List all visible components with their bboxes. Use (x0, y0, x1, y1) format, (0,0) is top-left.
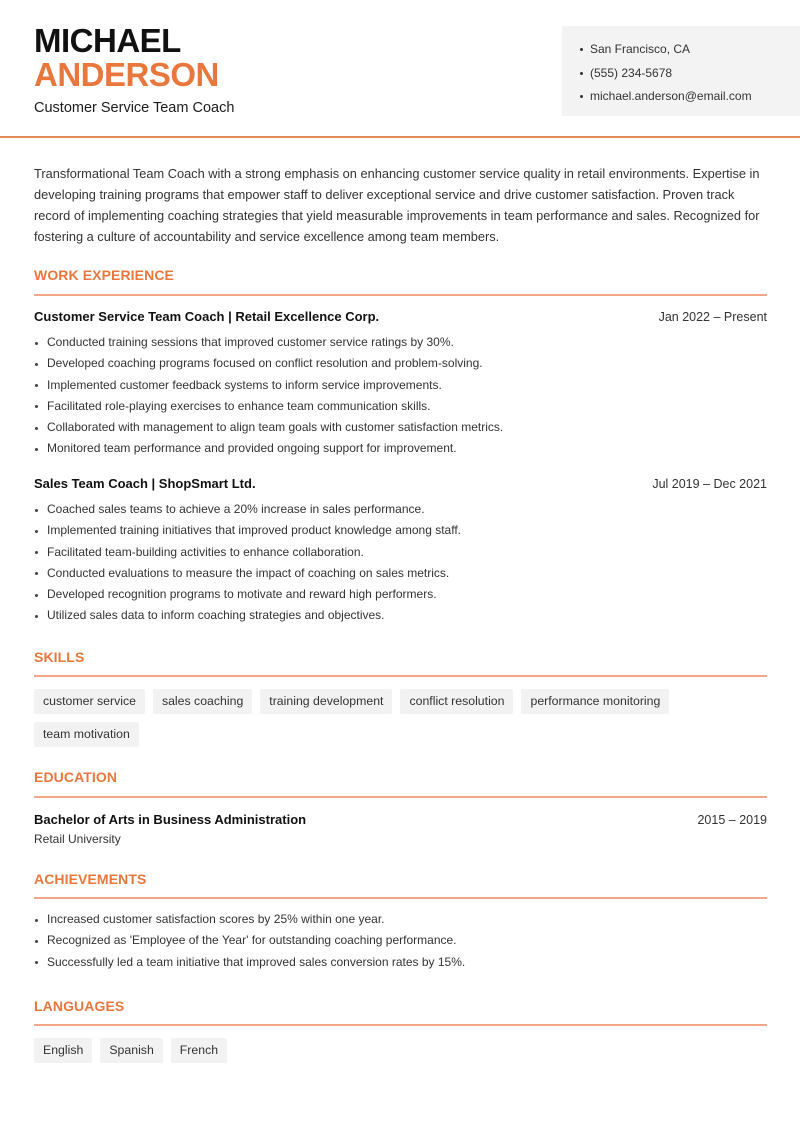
list-item: Utilized sales data to inform coaching strategies and objectives. (34, 605, 767, 626)
section-divider (34, 897, 767, 899)
skill-tag: sales coaching (153, 689, 252, 714)
skill-tag: performance monitoring (521, 689, 669, 714)
language-tag: Spanish (100, 1038, 162, 1063)
job-header (34, 308, 767, 326)
job-header (34, 475, 767, 493)
list-item: Conducted training sessions that improved customer service ratings by 30%. (34, 332, 767, 353)
job-dates: Jan 2022 – Present (658, 310, 767, 324)
list-item: Facilitated role-playing exercises to enhance team communication skills. (34, 396, 767, 417)
job-bullets (34, 499, 767, 627)
last-name: ANDERSON (34, 56, 219, 93)
section-divider (34, 294, 767, 296)
contact-box (562, 26, 800, 116)
skill-tag: conflict resolution (400, 689, 513, 714)
job-role: Sales Team Coach | ShopSmart Ltd. (34, 476, 256, 491)
list-item: Conducted evaluations to measure the impact of coaching on sales metrics. (34, 563, 767, 584)
professional-summary: Transformational Team Coach with a strong emphasis on enhancing customer service quality in retail environments. Expertise in developing training programs that empower staff to deliver exceptional service and drive customer satisfaction. Proven track record of implementing coaching strategies that yield measurable improvements in team performance and sales. Recognized for fostering a culture of accountability and service excellence among team members. (34, 166, 760, 244)
job-title: Customer Service Team Coach (34, 100, 235, 116)
skills-tags (34, 689, 767, 747)
list-item: Facilitated team-building activities to enhance collaboration. (34, 542, 767, 563)
resume-header (0, 0, 800, 138)
list-item: Recognized as 'Employee of the Year' for outstanding coaching performance. (34, 930, 767, 951)
education-school: Retail University (34, 832, 121, 846)
job-bullets (34, 332, 767, 460)
job-role: Customer Service Team Coach | Retail Excellence Corp. (34, 309, 380, 324)
list-item: Increased customer satisfaction scores by 25% within one year. (34, 909, 767, 930)
education-dates: 2015 – 2019 (697, 813, 767, 827)
language-tags (34, 1038, 767, 1063)
section-divider (34, 675, 767, 677)
section-divider (34, 1024, 767, 1026)
skill-tag: team motivation (34, 722, 139, 747)
list-item: Implemented customer feedback systems to inform service improvements. (34, 375, 767, 396)
skill-tag: customer service (34, 689, 145, 714)
education-degree: Bachelor of Arts in Business Administration (34, 812, 307, 827)
list-item: Developed coaching programs focused on conflict resolution and problem-solving. (34, 353, 767, 374)
achievement-bullets (34, 909, 767, 973)
section-title-skills: SKILLS (34, 649, 85, 665)
language-tag: French (171, 1038, 227, 1063)
section-title-achievements: ACHIEVEMENTS (34, 871, 147, 887)
section-title-education: EDUCATION (34, 769, 118, 785)
list-item: Successfully led a team initiative that improved sales conversion rates by 15%. (34, 952, 767, 973)
section-title-work-experience: WORK EXPERIENCE (34, 267, 174, 283)
job-dates: Jul 2019 – Dec 2021 (652, 477, 767, 491)
contact-email[interactable]: michael.anderson@email.com (580, 85, 800, 109)
list-item: Developed recognition programs to motivate and reward high performers. (34, 584, 767, 605)
contact-location: San Francisco, CA (580, 38, 800, 62)
list-item: Implemented training initiatives that improved product knowledge among staff. (34, 520, 767, 541)
section-divider (34, 796, 767, 798)
list-item: Monitored team performance and provided ongoing support for improvement. (34, 438, 767, 459)
section-title-languages: LANGUAGES (34, 998, 125, 1014)
language-tag: English (34, 1038, 92, 1063)
first-name: MICHAEL (34, 22, 181, 59)
list-item: Coached sales teams to achieve a 20% increase in sales performance. (34, 499, 767, 520)
skill-tag: training development (260, 689, 392, 714)
contact-phone: (555) 234-5678 (580, 62, 800, 86)
list-item: Collaborated with management to align team goals with customer satisfaction metrics. (34, 417, 767, 438)
